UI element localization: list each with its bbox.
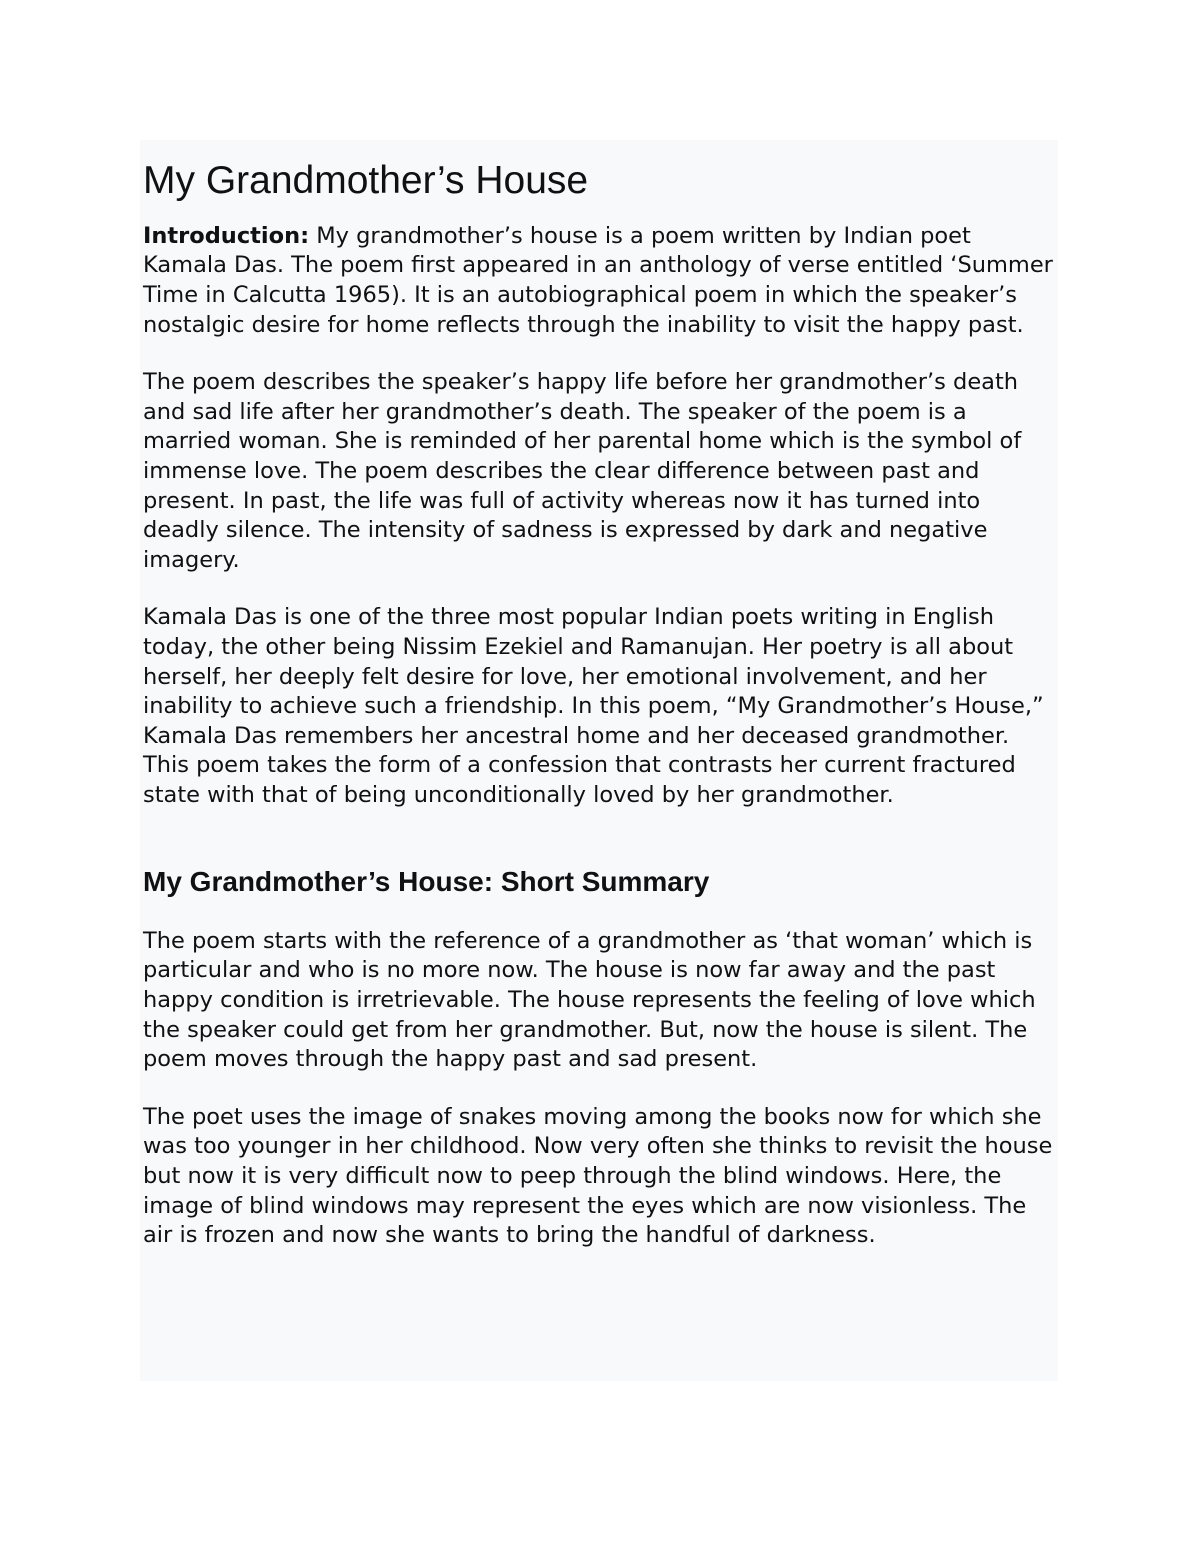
summary-heading: My Grandmother’s House: Short Summary xyxy=(143,866,710,898)
intro-paragraph xyxy=(143,222,1053,340)
document-content xyxy=(140,140,1058,1381)
intro-text: My grandmother’s house is a poem written by Indian poet Kamala Das. The poem first appeared in an anthology of verse entitled ‘Summer Time in Calcutta 1965). It is an autobiographical poem in which the speaker’s nostalgic desire for home reflects through the inability to visit the happy past. xyxy=(143,222,1053,338)
body-paragraph-2: The poem describes the speaker’s happy life before her grandmother’s death and sad life after her grandmother’s death. The speaker of the poem is a married woman. She is reminded of her parental home which is the symbol of immense love. The poem describes the clear difference between past and present. In past, the life was full of activity whereas now it has turned into deadly silence. The intensity of sadness is expressed by dark and negative imagery. xyxy=(143,369,1022,573)
body-paragraph-3: Kamala Das is one of the three most popular Indian poets writing in English today, the other being Nissim Ezekiel and Ramanujan. Her poetry is all about herself, her deeply felt desire for love, her emotional involvement, and her inability to achieve such a friendship. In this poem, “My Grandmother’s House,” Kamala Das remembers her ancestral home and her deceased grandmother. This poem takes the form of a confession that contrasts her current fractured state with that of being unconditionally loved by her grandmother. xyxy=(143,604,1044,808)
summary-paragraph-2: The poet uses the image of snakes moving among the books now for which she was too younger in her childhood. Now very often she thinks to revisit the house but now it is very difficult now to peep through the blind windows. Here, the image of blind windows may represent the eyes which are now visionless. The air is frozen and now she wants to bring the handful of darkness. xyxy=(143,1103,1053,1249)
intro-label: Introduction: xyxy=(143,222,310,249)
document-title: My Grandmother’s House xyxy=(143,159,589,202)
summary-paragraph-1: The poem starts with the reference of a grandmother as ‘that woman’ which is particular and who is no more now. The house is now far away and the past happy condition is irretrievable. The house represents the feeling of love which the speaker could get from her grandmother. But, now the house is silent. The poem moves through the happy past and sad present. xyxy=(143,927,1036,1073)
